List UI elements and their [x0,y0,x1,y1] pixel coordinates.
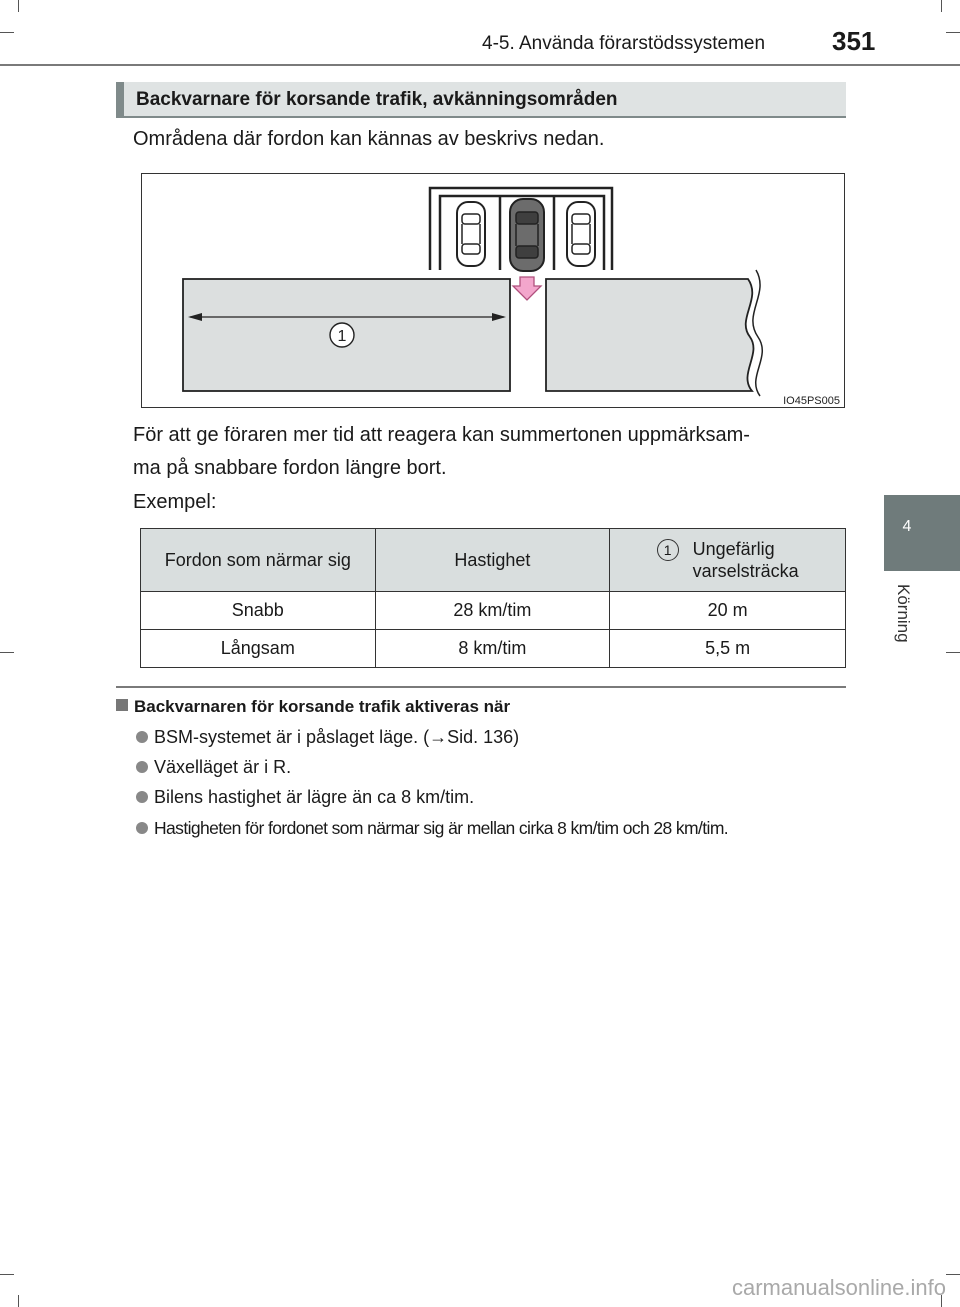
break-line [753,270,762,396]
parking-diagram [142,174,846,409]
crop-mark [0,32,14,33]
square-bullet-icon [116,699,128,711]
paragraph-line-2: ma på snabbare fordon längre bort. [133,457,447,479]
callout-1-label: 1 [337,328,347,345]
crop-mark [0,652,14,653]
own-vehicle-icon [510,199,544,271]
watermark: carmanualsonline.info [731,1275,946,1300]
list-item: BSM-systemet är i påslaget läge. (→Sid. 136) [136,727,519,748]
crop-mark [0,1274,14,1275]
subsection-divider [116,686,846,688]
callout-1-badge: 1 [657,539,679,561]
subsection-heading-text: Backvarnaren för korsande trafik aktiveras när [134,697,511,716]
table-cell: 20 m [610,592,846,630]
table-cell: Långsam [141,630,376,668]
section-title: Backvarnare för korsande trafik, avkänningsområden [136,89,618,110]
chapter-number: 4 [902,518,912,535]
table-header-cell: Fordon som närmar sig [141,529,376,592]
parked-car-left-icon [457,202,485,266]
table-row [141,630,846,668]
section-heading-underline [116,116,846,118]
crop-mark [946,652,960,653]
example-label: Exempel: [133,491,217,513]
paragraph-line-1: För att ge föraren mer tid att reagera kan summertonen uppmärksam- [133,424,750,446]
table-header-text: Ungefärlig varselsträcka [692,539,799,581]
table-header-row [141,529,846,592]
table-cell: 8 km/tim [375,630,610,668]
table-cell: Snabb [141,592,376,630]
table-cell: 28 km/tim [375,592,610,630]
bullet-dot-icon [136,731,148,743]
detection-zone-right [546,279,753,391]
list-item: Bilens hastighet är lägre än ca 8 km/tim. [136,787,474,808]
reverse-arrow-icon [513,277,541,300]
page-number: 351 [832,26,876,56]
table-row [141,592,846,630]
detection-area-figure [141,173,845,408]
bullet-dot-icon [136,822,148,834]
list-item: Växelläget är i R. [136,757,291,778]
section-heading-accent [116,82,124,116]
crop-mark [18,0,19,12]
crop-mark [946,32,960,33]
crop-mark [941,0,942,12]
parked-car-right-icon [567,202,595,266]
intro-text: Områdena där fordon kan kännas av beskrivs nedan. [133,128,605,150]
subsection-heading [116,697,510,717]
list-item: Hastigheten för fordonet som närmar sig är mellan cirka 8 km/tim och 28 km/tim. [136,818,728,839]
header-divider [0,64,960,66]
table-header-cell [610,529,846,592]
crop-mark [18,1295,19,1307]
figure-code: IO45PS005 [783,395,840,407]
table-header-cell: Hastighet [375,529,610,592]
table-cell: 5,5 m [610,630,846,668]
chapter-name: Körning [894,584,913,643]
crop-mark [946,1274,960,1275]
example-table [140,528,846,668]
bullet-dot-icon [136,761,148,773]
header-section-path: 4-5. Använda förarstödssystemen [482,33,766,54]
bullet-dot-icon [136,791,148,803]
